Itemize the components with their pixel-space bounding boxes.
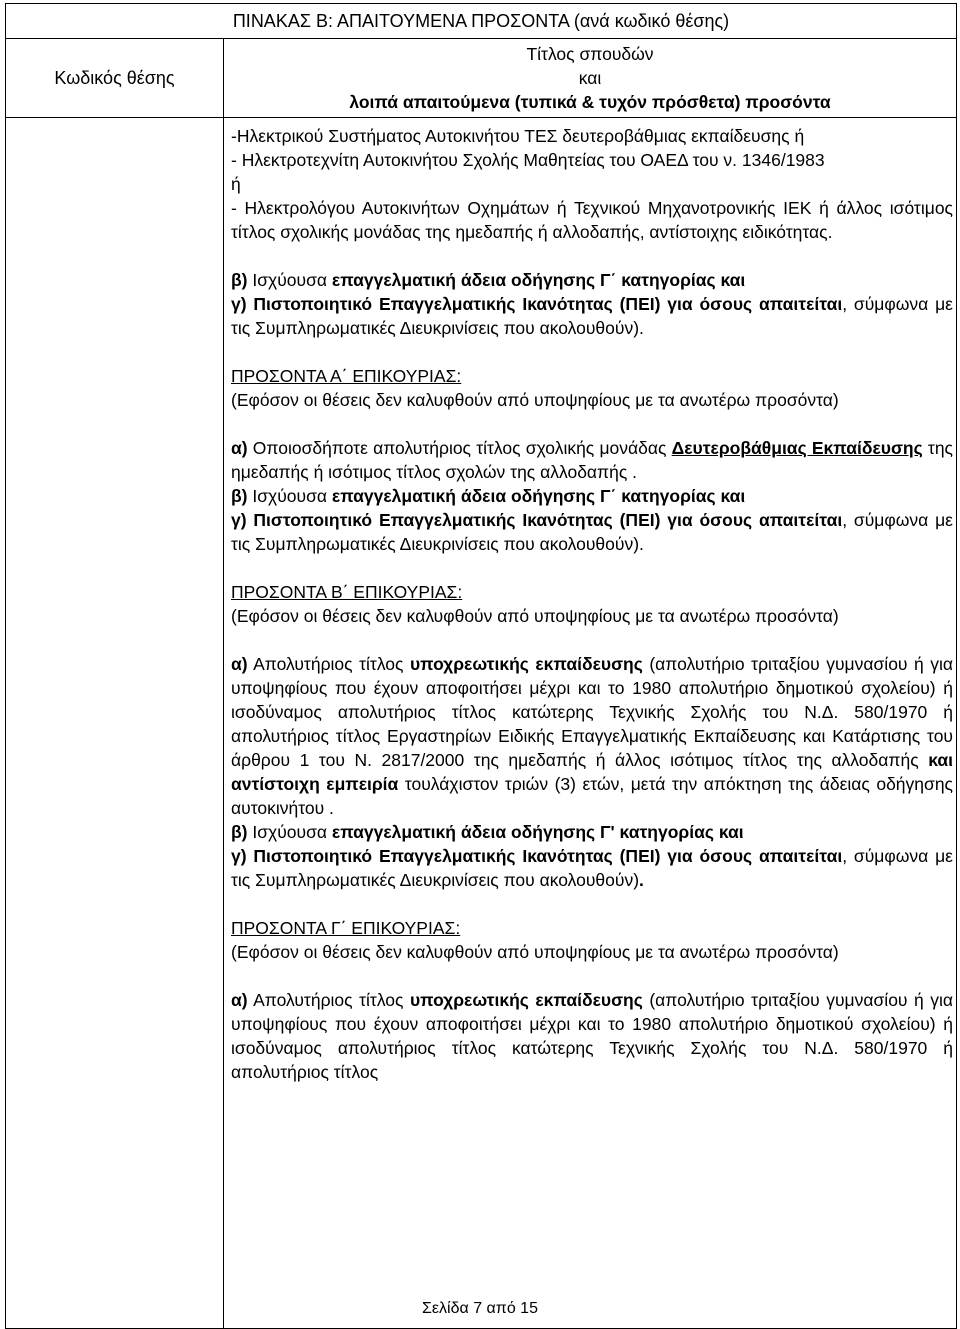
section-b-heading: ΠΡΟΣΟΝΤΑ Β΄ ΕΠΙΚΟΥΡΙΑΣ: <box>231 582 463 602</box>
table-title: ΠΙΝΑΚΑΣ Β: ΑΠΑΙΤΟΥΜΕΝΑ ΠΡΟΣΟΝΤΑ (ανά κωδικό θέσης) <box>232 11 730 31</box>
column-header-qualifications: Τίτλος σπουδών και λοιπά απαιτούμενα (τυπικά & τυχόν πρόσθετα) προσόντα <box>224 39 957 118</box>
main-license-requirement: β) Ισχύουσα επαγγελματική άδεια οδήγησης Γ΄ κατηγορίας και <box>231 270 746 290</box>
column-header-position-code: Κωδικός θέσης <box>6 39 224 118</box>
section-a-pei: γ) Πιστοποιητικό Επαγγελματικής Ικανότητας (ΠΕΙ) για όσους απαιτείται, σύμφωνα με τις Συμπληρωματικές Διευκρινίσεις που ακολουθούν). <box>231 510 953 554</box>
section-a-education: α) Οποιοσδήποτε απολυτήριος τίτλος σχολικής μονάδας Δευτεροβάθμιας Εκπαίδευσης της ημεδαπής ή ισότιμος τίτλος σχολών της αλλοδαπής . <box>231 438 953 482</box>
section-a-note: (Εφόσον οι θέσεις δεν καλυφθούν από υποψηφίους με τα ανωτέρω προσόντα) <box>231 390 839 410</box>
table-title-cell <box>6 4 957 39</box>
intro-paragraph: -Ηλεκτρικού Συστήματος Αυτοκινήτου ΤΕΣ δευτεροβάθμιας εκπαίδευσης ή - Ηλεκτροτεχνίτη Αυτοκινήτου Σχολής Μαθητείας του ΟΑΕΔ του ν. 1346/1983 ή - Ηλεκτρολόγου Αυτοκινήτων Οχημάτων ή Τεχνικού Μηχανοτρονικής ΙΕΚ ή άλλος ισότιμος τίτλος σχολικής μονάδας της ημεδαπής ή αλλοδαπής, αντίστοιχης ειδικότητας. <box>231 126 953 242</box>
section-a-heading: ΠΡΟΣΟΝΤΑ Α΄ ΕΠΙΚΟΥΡΙΑΣ: <box>231 366 462 386</box>
section-b-note: (Εφόσον οι θέσεις δεν καλυφθούν από υποψηφίους με τα ανωτέρω προσόντα) <box>231 606 839 626</box>
section-a-license: β) Ισχύουσα επαγγελματική άδεια οδήγησης Γ΄ κατηγορίας και <box>231 486 746 506</box>
requirements-table <box>5 3 957 1329</box>
position-code-cell <box>6 118 224 1329</box>
section-c-note: (Εφόσον οι θέσεις δεν καλυφθούν από υποψηφίους με τα ανωτέρω προσόντα) <box>231 942 839 962</box>
section-b-license: β) Ισχύουσα επαγγελματική άδεια οδήγησης Γ' κατηγορίας και <box>231 822 744 842</box>
main-pei-requirement: γ) Πιστοποιητικό Επαγγελματικής Ικανότητας (ΠΕΙ) για όσους απαιτείται, σύμφωνα με τις Συμπληρωματικές Διευκρινίσεις που ακολουθούν). <box>231 294 953 338</box>
section-c-heading: ΠΡΟΣΟΝΤΑ Γ΄ ΕΠΙΚΟΥΡΙΑΣ: <box>231 918 461 938</box>
section-c-education: α) Απολυτήριος τίτλος υποχρεωτικής εκπαίδευσης (απολυτήριο τριταξίου γυμνασίου ή για υποψηφίους που έχουν αποφοιτήσει μέχρι και το 1980 απολυτήριο δημοτικού σχολείου) ή ισοδύναμος απολυτήριος τίτλος κατώτερης Τεχνικής Σχολής του Ν.Δ. 580/1970 ή απολυτήριος τίτλος <box>231 990 953 1082</box>
section-b-pei: γ) Πιστοποιητικό Επαγγελματικής Ικανότητας (ΠΕΙ) για όσους απαιτείται, σύμφωνα με τις Συμπληρωματικές Διευκρινίσεις που ακολουθούν). <box>231 846 953 890</box>
section-b-education: α) Απολυτήριος τίτλος υποχρεωτικής εκπαίδευσης (απολυτήριο τριταξίου γυμνασίου ή για υποψηφίους που έχουν αποφοιτήσει μέχρι και το 1980 απολυτήριο δημοτικού σχολείου) ή ισοδύναμος απολυτήριος τίτλος κατώτερης Τεχνικής Σχολής του Ν.Δ. 580/1970 ή απολυτήριος τίτλος Εργαστηρίων Ειδικής Επαγγελματικής Εκπαίδευσης και Κατάρτισης του άρθρου 1 του Ν. 2817/2000 της ημεδαπής ή άλλος ισότιμος τίτλος της αλλοδαπής και αντίστοιχη εμπειρία τουλάχιστον τριών (3) ετών, μετά την απόκτηση της άδειας οδήγησης αυτοκινήτου . <box>231 654 953 818</box>
qualifications-cell <box>224 118 957 1329</box>
page-number-footer: Σελίδα 7 από 15 <box>422 1300 538 1317</box>
